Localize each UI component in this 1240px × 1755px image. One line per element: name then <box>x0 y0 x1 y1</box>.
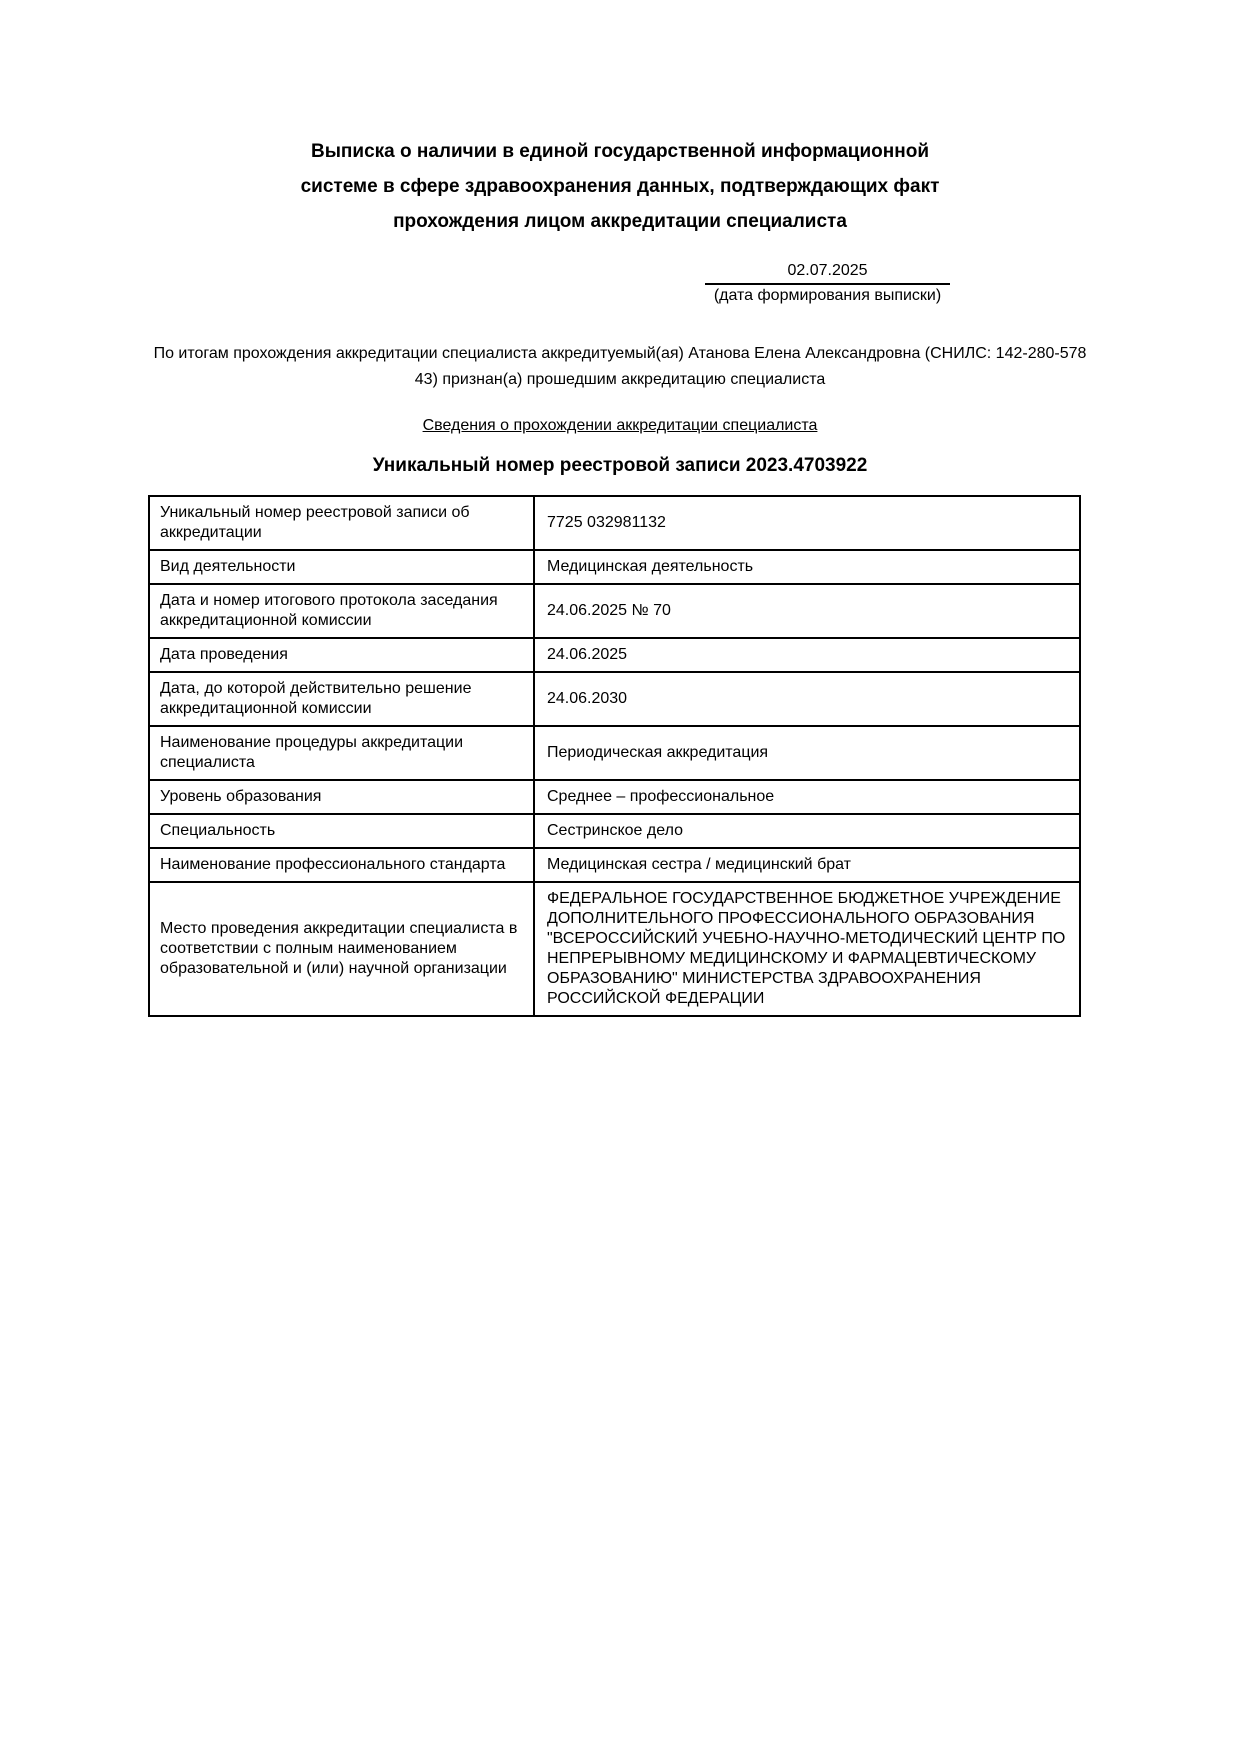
section-heading: Сведения о прохождении аккредитации специалиста <box>422 417 818 434</box>
document-title-line: системе в сфере здравоохранения данных, подтверждающих факт <box>300 176 940 197</box>
table-row <box>149 638 1080 672</box>
row-label: Уникальный номер реестровой записи об аккредитации <box>149 496 534 550</box>
table-row <box>149 550 1080 584</box>
registry-number-heading: Уникальный номер реестровой записи 2023.4703922 <box>372 455 868 476</box>
row-label: Дата проведения <box>149 638 534 672</box>
table-row <box>149 814 1080 848</box>
table-row <box>149 584 1080 638</box>
table-row <box>149 882 1080 1016</box>
row-value: 24.06.2025 <box>534 638 1080 672</box>
accreditation-details-table <box>148 495 1081 1017</box>
formation-date-value: 02.07.2025 <box>705 262 950 285</box>
row-label: Вид деятельности <box>149 550 534 584</box>
row-label: Специальность <box>149 814 534 848</box>
row-value: 24.06.2030 <box>534 672 1080 726</box>
row-value: 24.06.2025 № 70 <box>534 584 1080 638</box>
row-value: Среднее – профессиональное <box>534 780 1080 814</box>
row-label: Место проведения аккредитации специалиста в соответствии с полным наименованием образовательной и (или) научной организации <box>149 882 534 1016</box>
row-value: Медицинская деятельность <box>534 550 1080 584</box>
document-title <box>0 134 1240 239</box>
table-row <box>149 780 1080 814</box>
row-label: Уровень образования <box>149 780 534 814</box>
row-label: Дата, до которой действительно решение аккредитационной комиссии <box>149 672 534 726</box>
row-value: Периодическая аккредитация <box>534 726 1080 780</box>
table-row <box>149 496 1080 550</box>
row-value: Сестринское дело <box>534 814 1080 848</box>
accreditation-statement: По итогам прохождения аккредитации специалиста аккредитуемый(ая) Атанова Елена Александровна (СНИЛС: 142-280-578 43) признан(а) прошедшим аккредитацию специалиста <box>153 345 1087 388</box>
row-label: Дата и номер итогового протокола заседания аккредитационной комиссии <box>149 584 534 638</box>
row-value: ФЕДЕРАЛЬНОЕ ГОСУДАРСТВЕННОЕ БЮДЖЕТНОЕ УЧРЕЖДЕНИЕ ДОПОЛНИТЕЛЬНОГО ПРОФЕССИОНАЛЬНОГО ОБРАЗОВАНИЯ "ВСЕРОССИЙСКИЙ УЧЕБНО-НАУЧНО-МЕТОДИЧЕСКИЙ ЦЕНТР ПО НЕПРЕРЫВНОМУ МЕДИЦИНСКОМУ И ФАРМАЦЕВТИЧЕСКОМУ ОБРАЗОВАНИЮ" МИНИСТЕРСТВА ЗДРАВООХРАНЕНИЯ РОССИЙСКОЙ ФЕДЕРАЦИИ <box>534 882 1080 1016</box>
formation-date-caption: (дата формирования выписки) <box>713 287 942 304</box>
document-title-line: Выписка о наличии в единой государственной информационной <box>310 141 930 162</box>
row-value: 7725 032981132 <box>534 496 1080 550</box>
formation-date-block <box>705 262 950 305</box>
row-label: Наименование профессионального стандарта <box>149 848 534 882</box>
row-value: Медицинская сестра / медицинский брат <box>534 848 1080 882</box>
table-row <box>149 848 1080 882</box>
table-row <box>149 672 1080 726</box>
document-title-line: прохождения лицом аккредитации специалиста <box>393 211 847 232</box>
table-row <box>149 726 1080 780</box>
row-label: Наименование процедуры аккредитации специалиста <box>149 726 534 780</box>
